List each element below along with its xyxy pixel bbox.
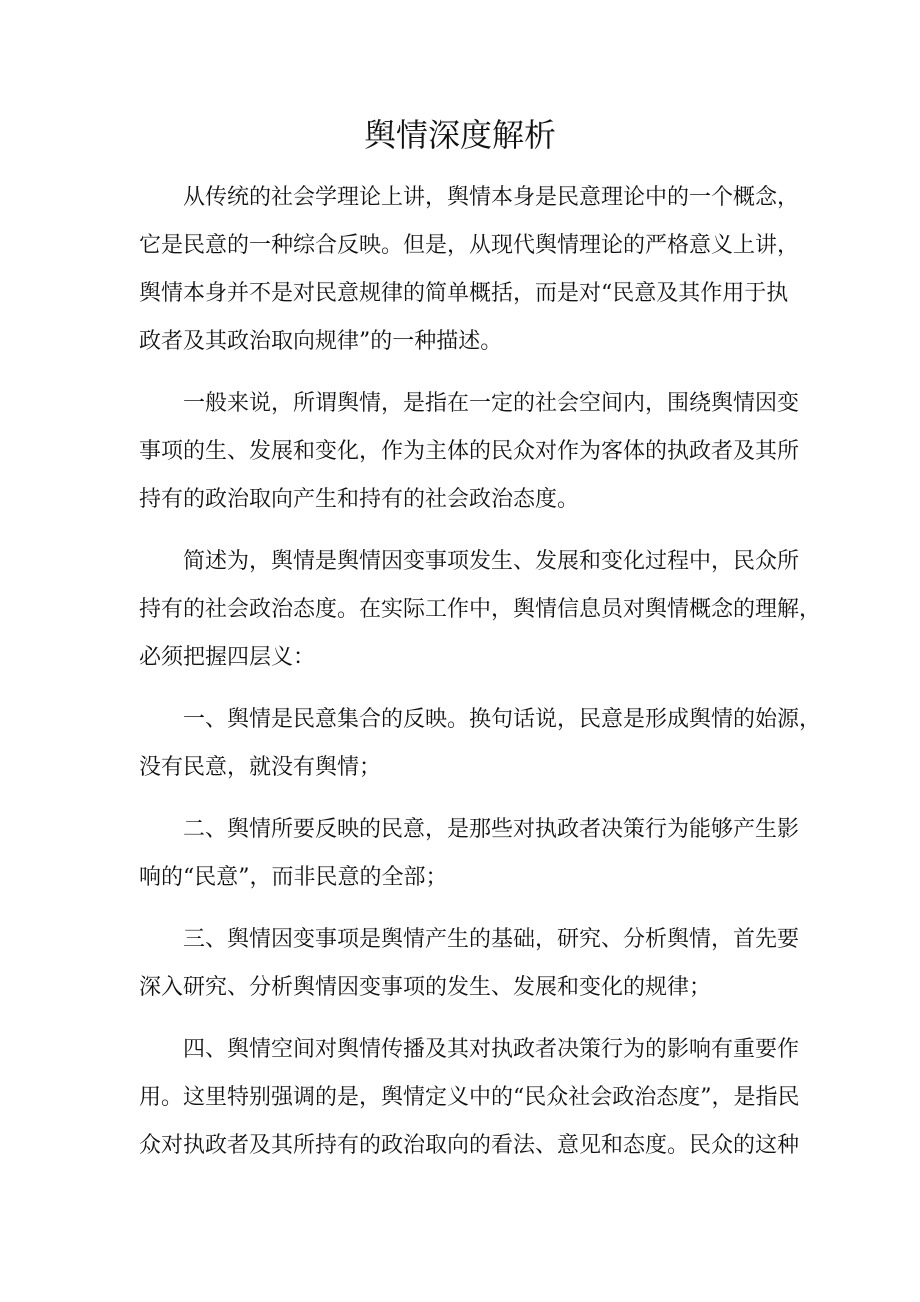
- paragraph-line: 必须把握四层义：: [139, 645, 316, 670]
- paragraph: [139, 806, 800, 902]
- paragraph-line: 持有的社会政治态度。在实际工作中，舆情信息员对舆情概念的理解，: [139, 597, 822, 622]
- paragraph-line: 持有的政治取向产生和持有的社会政治态度。: [139, 487, 580, 512]
- paragraph-line: 它是民意的一种综合反映。但是，从现代舆情理论的严格意义上讲，: [139, 233, 800, 258]
- paragraph-line: 用。这里特别强调的是，舆情定义中的“民众社会政治态度”，是指民: [139, 1085, 800, 1110]
- paragraph-line: 一、舆情是民意集合的反映。换句话说，民意是形成舆情的始源，: [183, 707, 822, 732]
- paragraph: [139, 538, 822, 682]
- document-title: 舆情深度解析: [363, 116, 556, 154]
- document-body: [139, 174, 822, 1184]
- paragraph-line: 四、舆情空间对舆情传播及其对执政者决策行为的影响有重要作: [183, 1037, 800, 1062]
- paragraph: [139, 696, 822, 792]
- paragraph-line: 二、舆情所要反映的民意，是那些对执政者决策行为能够产生影: [183, 817, 800, 842]
- paragraph-line: 政者及其政治取向规律”的一种描述。: [139, 329, 503, 354]
- paragraph-line: 一般来说，所谓舆情，是指在一定的社会空间内，围绕舆情因变: [183, 391, 800, 416]
- paragraph: [139, 174, 800, 366]
- paragraph-line: 舆情本身并不是对民意规律的简单概括，而是对“民意及其作用于执: [139, 281, 789, 306]
- paragraph-line: 深入研究、分析舆情因变事项的发生、发展和变化的规律；: [139, 975, 712, 1000]
- paragraph-line: 没有民意，就没有舆情；: [139, 755, 382, 780]
- paragraph-line: 众对执政者及其所持有的政治取向的看法、意见和态度。民众的这种: [139, 1133, 800, 1158]
- paragraph-line: 从传统的社会学理论上讲，舆情本身是民意理论中的一个概念，: [183, 185, 800, 210]
- paragraph-line: 简述为，舆情是舆情因变事项发生、发展和变化过程中，民众所: [183, 549, 800, 574]
- paragraph: [139, 380, 800, 524]
- paragraph-line: 事项的生、发展和变化，作为主体的民众对作为客体的执政者及其所: [139, 439, 800, 464]
- paragraph-line: 响的“民意”，而非民意的全部；: [139, 865, 448, 890]
- paragraph-line: 三、舆情因变事项是舆情产生的基础，研究、分析舆情，首先要: [183, 927, 800, 952]
- paragraph: [139, 916, 800, 1012]
- paragraph: [139, 1026, 800, 1170]
